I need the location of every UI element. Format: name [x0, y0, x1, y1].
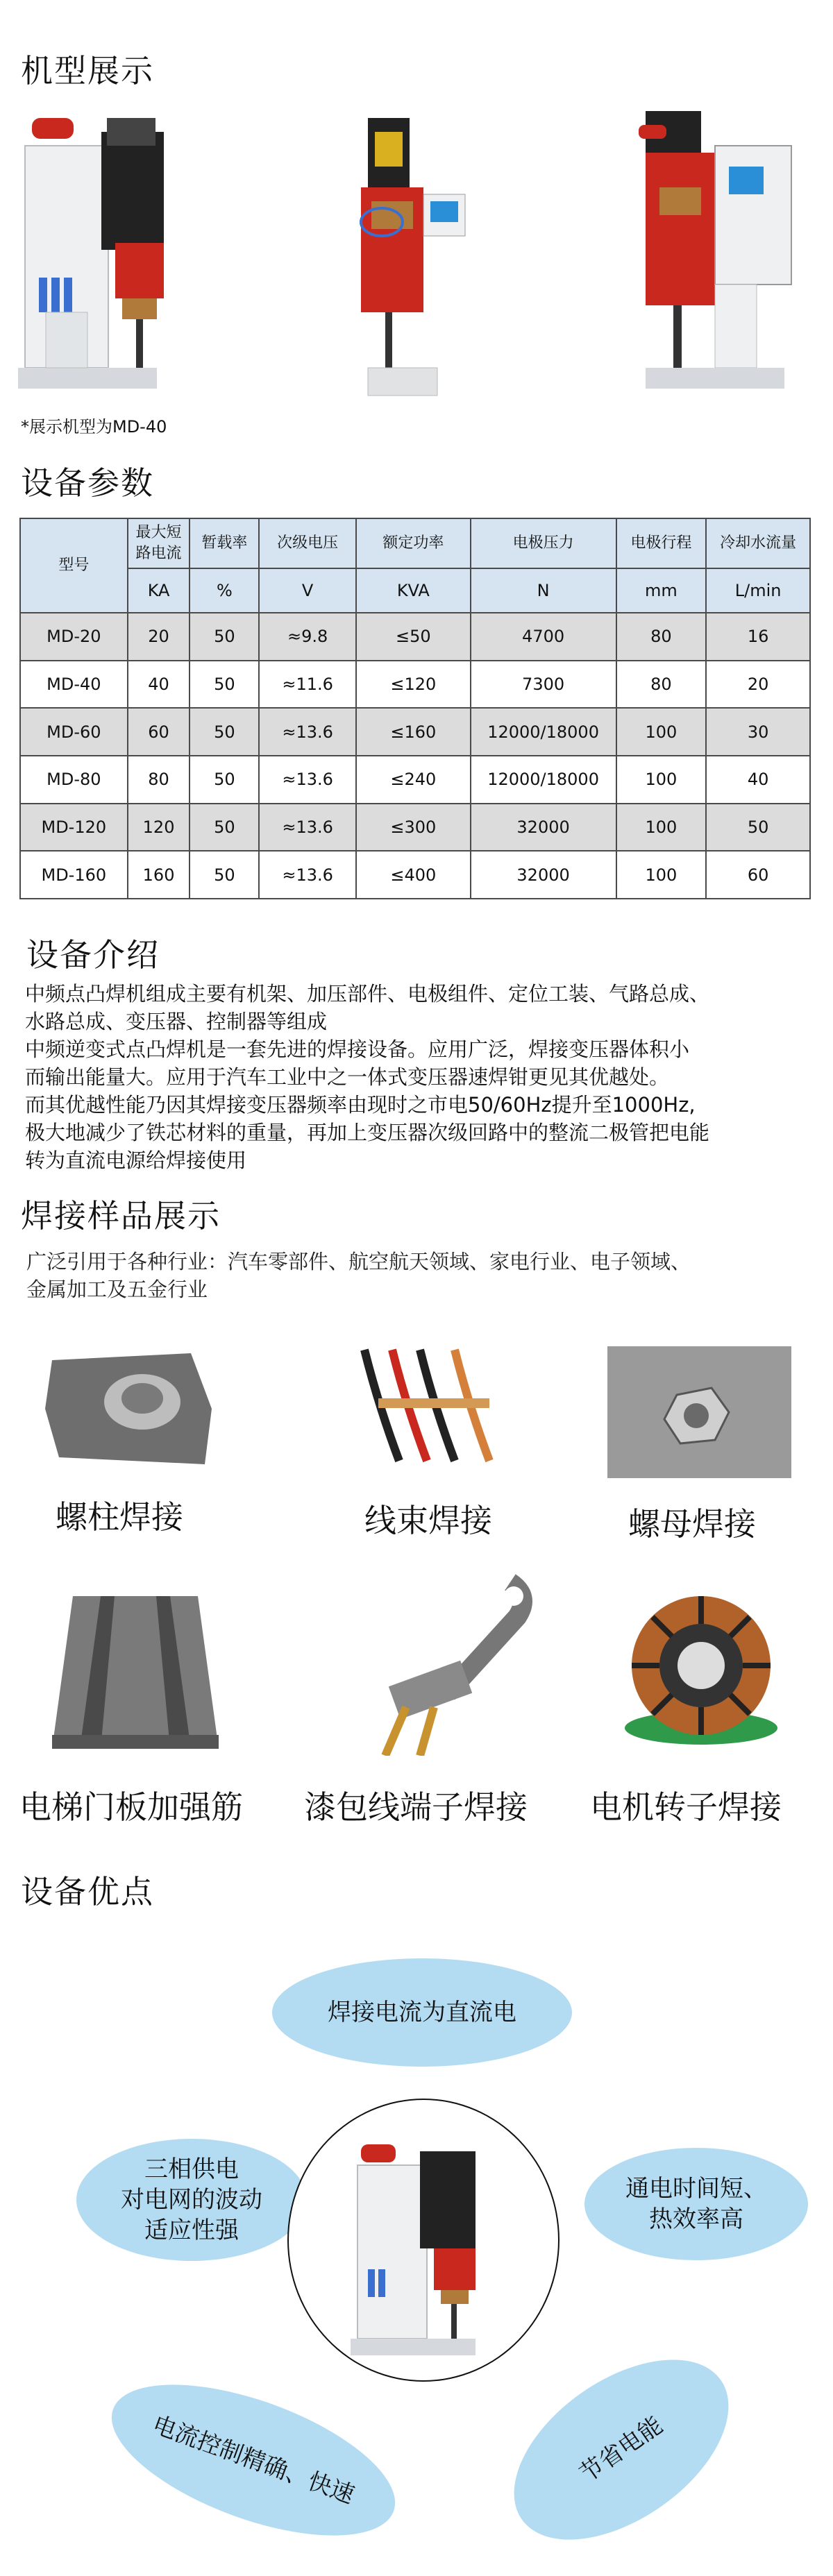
cell: 16 — [706, 613, 810, 661]
header-electrode-stroke: 电极行程 — [616, 518, 707, 568]
advantage-line: 适应性强 — [144, 2217, 239, 2244]
table-row — [20, 756, 810, 804]
sample-image-enameled-terminal — [364, 1568, 538, 1756]
cell: MD-20 — [20, 613, 128, 661]
machine-photo-center — [351, 2137, 496, 2366]
unit-percent: % — [190, 568, 259, 613]
advantage-energy-saving: 节省电能 — [482, 2323, 760, 2576]
samples-line: 金属加工及五金行业 — [26, 1278, 208, 1301]
advantage-precise-control: 电流控制精确、快速 — [93, 2354, 414, 2567]
cell: MD-40 — [20, 661, 128, 709]
cell: ≈13.6 — [259, 756, 356, 804]
intro-text — [25, 980, 816, 1174]
cell: 50 — [190, 756, 259, 804]
cell: 32000 — [471, 804, 616, 851]
unit-ka: KA — [128, 568, 190, 613]
cell: 20 — [706, 661, 810, 709]
advantage-short-time — [584, 2148, 808, 2260]
header-cooling-flow: 冷却水流量 — [706, 518, 810, 568]
models-note: *展示机型为MD-40 — [21, 417, 167, 437]
samples-line: 广泛引用于各种行业：汽车零部件、航空航天领域、家电行业、电子领域、 — [26, 1250, 691, 1273]
cell: 50 — [190, 804, 259, 851]
cell: ≤50 — [356, 613, 471, 661]
params-section-title: 设备参数 — [21, 464, 154, 502]
cell: ≈11.6 — [259, 661, 356, 709]
intro-line: 水路总成、变压器、控制器等组成 — [25, 1010, 328, 1033]
advantage-line: 热效率高 — [649, 2205, 743, 2233]
unit-n: N — [471, 568, 616, 613]
unit-kva: KVA — [356, 568, 471, 613]
intro-section-title: 设备介绍 — [26, 936, 160, 974]
cell: ≈9.8 — [259, 613, 356, 661]
header-max-current: 最大短路电流 — [128, 518, 190, 568]
cell: ≈13.6 — [259, 804, 356, 851]
samples-description — [26, 1248, 818, 1303]
unit-mm: mm — [616, 568, 707, 613]
table-row — [20, 661, 810, 709]
header-duty-cycle: 暂载率 — [190, 518, 259, 568]
cell: 30 — [706, 708, 810, 756]
cell: 12000/18000 — [471, 756, 616, 804]
cell: ≈13.6 — [259, 708, 356, 756]
cell: 160 — [128, 851, 190, 899]
cell: MD-120 — [20, 804, 128, 851]
intro-line: 极大地减少了铁芯材料的重量，再加上变压器次级回路中的整流二极管把电能 — [25, 1121, 710, 1144]
cell: ≤240 — [356, 756, 471, 804]
unit-lmin: L/min — [706, 568, 810, 613]
cell: 20 — [128, 613, 190, 661]
cell: 80 — [616, 613, 707, 661]
cell: 100 — [616, 851, 707, 899]
machine-photo-3 — [632, 104, 798, 409]
cell: 50 — [190, 851, 259, 899]
cell: 50 — [190, 613, 259, 661]
cell: 60 — [706, 851, 810, 899]
sample-label-enameled-terminal: 漆包线端子焊接 — [304, 1788, 528, 1826]
table-row — [20, 851, 810, 899]
advantage-line: 通电时间短、 — [625, 2175, 767, 2203]
cell: 7300 — [471, 661, 616, 709]
header-secondary-voltage: 次级电压 — [259, 518, 356, 568]
header-electrode-force: 电极压力 — [471, 518, 616, 568]
unit-v: V — [259, 568, 356, 613]
sample-label-harness: 线束焊接 — [364, 1502, 492, 1539]
machine-photo-2 — [347, 111, 472, 409]
cell: 40 — [706, 756, 810, 804]
cell: ≤300 — [356, 804, 471, 851]
cell: 12000/18000 — [471, 708, 616, 756]
sample-image-elevator-panel — [52, 1589, 219, 1756]
table-row — [20, 804, 810, 851]
cell: 80 — [616, 661, 707, 709]
intro-line: 而输出能量大。应用于汽车工业中之一体式变压器速焊钳更见其优越处。 — [25, 1065, 670, 1089]
cell: ≤400 — [356, 851, 471, 899]
cell: ≈13.6 — [259, 851, 356, 899]
params-table — [19, 518, 811, 899]
advantage-dc-current: 焊接电流为直流电 — [272, 1958, 572, 2067]
sample-label-elevator-panel: 电梯门板加强筋 — [19, 1788, 243, 1826]
table-row — [20, 613, 810, 661]
machine-photo-1 — [18, 104, 171, 409]
samples-section-title: 焊接样品展示 — [21, 1197, 221, 1235]
intro-line: 转为直流电源给焊接使用 — [25, 1149, 247, 1172]
models-section-title: 机型展示 — [21, 52, 154, 90]
header-model: 型号 — [20, 518, 128, 613]
cell: 50 — [706, 804, 810, 851]
cell: 60 — [128, 708, 190, 756]
cell: 50 — [190, 708, 259, 756]
cell: 100 — [616, 756, 707, 804]
cell: 80 — [128, 756, 190, 804]
sample-label-stud: 螺柱焊接 — [56, 1498, 183, 1536]
table-row — [20, 708, 810, 756]
cell: 50 — [190, 661, 259, 709]
intro-line: 中频点凸焊机组成主要有机架、加压部件、电极组件、定位工装、气路总成、 — [25, 982, 710, 1006]
sample-label-motor-rotor: 电机转子焊接 — [590, 1788, 782, 1826]
cell: 120 — [128, 804, 190, 851]
cell: MD-60 — [20, 708, 128, 756]
cell: ≤120 — [356, 661, 471, 709]
cell: ≤160 — [356, 708, 471, 756]
intro-line: 中频逆变式点凸焊机是一套先进的焊接设备。应用广泛，焊接变压器体积小 — [25, 1037, 690, 1061]
cell: 32000 — [471, 851, 616, 899]
cell: MD-80 — [20, 756, 128, 804]
cell: MD-160 — [20, 851, 128, 899]
cell: 100 — [616, 804, 707, 851]
advantages-section-title: 设备优点 — [21, 1873, 154, 1910]
advantage-line: 对电网的波动 — [121, 2186, 262, 2214]
sample-label-nut: 螺母焊接 — [628, 1505, 756, 1543]
intro-line: 而其优越性能乃因其焊接变压器频率由现时之市电50/60Hz提升至1000Hz, — [25, 1093, 696, 1117]
cell: 4700 — [471, 613, 616, 661]
sample-image-stud — [38, 1346, 219, 1471]
sample-image-harness — [351, 1343, 510, 1468]
sample-image-nut — [607, 1346, 791, 1478]
advantage-three-phase — [76, 2139, 307, 2261]
advantage-line: 三相供电 — [144, 2155, 239, 2183]
sample-image-motor-rotor — [611, 1575, 791, 1756]
header-rated-power: 额定功率 — [356, 518, 471, 568]
cell: 100 — [616, 708, 707, 756]
cell: 40 — [128, 661, 190, 709]
